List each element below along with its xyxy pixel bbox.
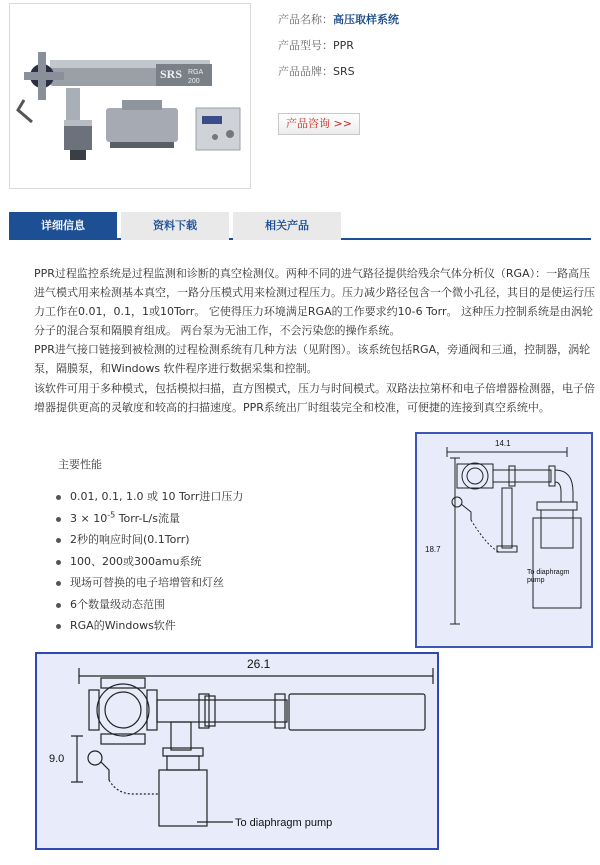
diagram-small-drawing — [417, 434, 591, 646]
description-line: PPR过程监控系统是过程监测和诊断的真空检测仪。两种不同的进气路径提供给残余气体分析仪（RGA）：一路高压 — [34, 267, 591, 280]
feature-item — [54, 572, 243, 594]
bullet-icon — [56, 560, 61, 565]
feature-text: 100、200或300amu系统 — [70, 554, 202, 568]
description-line: 分子的混合泵和隔膜育组成。 两台泵为无油工作，不会污染您的操作系统。 — [34, 324, 401, 338]
bullet-icon — [56, 581, 61, 586]
dimension-diagram-large — [35, 652, 439, 850]
photo-number-text: 200 — [188, 78, 200, 85]
feature-item — [54, 486, 243, 508]
dimension-diagram-small — [415, 432, 593, 648]
product-consult-button[interactable]: 产品咨询 >> — [278, 113, 360, 135]
feature-item — [54, 594, 243, 616]
feature-text: 3 × 10 — [70, 511, 108, 525]
product-model-value: PPR — [333, 39, 354, 52]
features-title: 主要性能 — [58, 458, 102, 471]
diagram-small-pump-label: To diaphragm — [527, 569, 570, 576]
description-line: PPR进气接口链接到被检测的过程检测系统有几种方法（见附图）。该系统包括RGA，旁通阀和三通，控制器，涡轮 — [34, 343, 591, 357]
feature-text-unit: Torr-L/s流量 — [115, 511, 180, 525]
feature-text: RGA的Windows软件 — [70, 619, 176, 632]
product-brand-value: SRS — [333, 65, 355, 78]
diagram-small-height-label: 18.7 — [425, 545, 441, 554]
product-name-label: 产品名称： — [278, 13, 333, 26]
product-model-row — [278, 36, 588, 62]
tab-related-products[interactable]: 相关产品 — [233, 212, 341, 240]
description-line: 增器提供更高的灵敏度和较高的扫描速度。PPR系统出厂时组装完全和校准，可便捷的连接到真空系统中。 — [34, 400, 550, 414]
product-description — [34, 264, 595, 417]
feature-exponent: -5 — [107, 509, 116, 519]
feature-text: 2秒的响应时间(0.1Torr) — [70, 533, 190, 546]
bullet-icon — [56, 517, 61, 522]
features-list — [54, 486, 243, 637]
diagram-small-pump-label-line2: pump — [527, 577, 545, 584]
diagram-large-height-label: 9.0 — [49, 753, 65, 765]
diagram-large-drawing — [37, 654, 437, 848]
product-info — [278, 10, 588, 88]
tab-downloads[interactable]: 资料下载 — [121, 212, 229, 240]
diagram-large-pump-label: To diaphragm pump — [235, 817, 333, 829]
product-photo-illustration — [10, 4, 251, 189]
bullet-icon — [56, 495, 61, 500]
photo-brand-text: SRS — [160, 67, 183, 81]
bullet-icon — [56, 624, 61, 629]
bullet-icon — [56, 538, 61, 543]
diagram-small-width-label: 14.1 — [495, 439, 511, 448]
feature-text: 6个数量级动态范围 — [70, 597, 165, 611]
feature-item — [54, 508, 243, 530]
feature-item — [54, 551, 243, 573]
photo-model-text: RGA — [188, 69, 204, 76]
description-line: 泵，隔膜泵，和Windows 软件程序进行数据采集和控制。 — [34, 362, 318, 376]
product-brand-label: 产品品牌： — [278, 65, 333, 78]
product-name-row — [278, 10, 588, 36]
product-name-value[interactable]: 高压取样系统 — [333, 13, 399, 26]
tab-details[interactable]: 详细信息 — [9, 212, 117, 240]
description-line: 进气模式用来检测基本真空，一路分压模式用来检测过程压力。压力减少路径包含一个微小孔径，其目的是使运行压 — [34, 286, 595, 300]
product-brand-row — [278, 62, 588, 88]
diagram-large-width-label: 26.1 — [247, 657, 271, 671]
feature-text: 现场可替换的电子培增管和灯丝 — [70, 576, 224, 589]
feature-item — [54, 529, 243, 551]
bullet-icon — [56, 603, 61, 608]
product-model-label: 产品型号： — [278, 39, 333, 52]
description-line: 力工作在0.01，0.1，1或10Torr。 它使得压力环境满足RGA的工作要求约10-6 Torr。 这种压力控制系统是由涡轮 — [34, 305, 593, 319]
feature-text: 0.01, 0.1, 1.0 或 10 Torr进口压力 — [70, 490, 244, 503]
feature-item — [54, 615, 243, 637]
tab-bar — [9, 212, 591, 240]
description-line: 该软件可用于多种模式，包括模拟扫描，直方图模式，压力与时间模式。双路法拉第杯和电子倍增器检测器，电子倍 — [34, 381, 595, 395]
product-photo — [9, 3, 251, 189]
